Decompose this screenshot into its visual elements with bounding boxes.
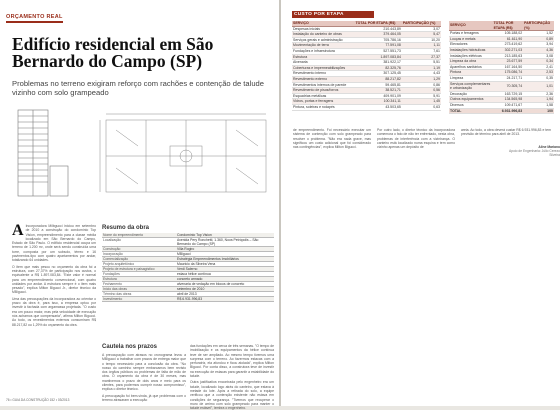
author-credit xyxy=(508,145,560,158)
cost-value-cell: 1.897.083,84 xyxy=(355,54,402,60)
body-paragraph: areia. Ao todo, a obra deverá custar R$ 6.931.996,83 e tem previsão de término para abril de 2013. xyxy=(461,128,551,137)
column-header: TOTAL POR ETAPA (R$) xyxy=(493,21,524,31)
floor-plan-drawing xyxy=(100,114,266,192)
body-paragraph: A preocupação com atrasos no cronograma levou a MBigucci a trabalhar com prazos de entrega maior que o tempo necessário para a conclusão da obra. "No nosso do caminho sempre embarcamos bem revisto dos órgãos públicos ou problemas de falta de mão de obra. O orçamento da obra é de 30 meses, mas mantivemos o prazo de dois anos e meio para os clientes, para podermos cumprir nosso compromisso", explica o diretor técnico. xyxy=(102,353,186,392)
total-value: 6.931.996,83 xyxy=(493,108,524,114)
building-elevation-drawing xyxy=(18,110,68,196)
section-tag: ORÇAMENTO REAL xyxy=(6,14,63,23)
cost-value-cell: 88.217,82 xyxy=(355,76,402,82)
summary-value: setembro de 2010 xyxy=(176,287,274,292)
service-cell: Revestimento externo xyxy=(292,76,355,82)
summary-label: Estrutura xyxy=(102,277,176,282)
cost-value-cell: 210.443,89 xyxy=(355,26,402,32)
summary-box-title: Resumo da obra xyxy=(102,225,150,231)
service-cell: Serviços gerais e administração xyxy=(292,37,355,43)
summary-value: abril de 2013 xyxy=(176,292,274,297)
total-label: TOTAL xyxy=(449,108,493,114)
cost-value-cell: 409.901,09 xyxy=(355,93,402,99)
share-cell: 1,11 xyxy=(402,43,441,49)
summary-label: Projeto de estrutura e paisagístico xyxy=(102,267,176,272)
summary-value: alvenaria de vedação em blocos de concreto xyxy=(176,282,274,287)
service-cell: Serviços complementares e urbanização xyxy=(449,81,493,91)
author-role: Apoio de Engenharia: Júlio Cerezo Silveira xyxy=(509,149,560,158)
service-cell: Instalações hidráulicas xyxy=(449,47,493,53)
service-cell: Movimentação de terra xyxy=(292,43,355,49)
summary-value: Villa Rogiro xyxy=(176,247,274,252)
share-cell: 0,89 xyxy=(523,36,554,42)
service-cell: Instalações elétricas xyxy=(449,53,493,59)
service-cell: Aparelhos sanitários xyxy=(449,64,493,70)
service-cell: Revestimento interno xyxy=(292,71,355,77)
share-cell: 4,43 xyxy=(402,71,441,77)
column-header: PARTICIPAÇÃO (%) xyxy=(523,21,554,31)
cost-value-cell: 109.471,67 xyxy=(493,102,524,108)
cost-value-cell: 213.185,63 xyxy=(493,53,524,59)
service-cell: Fundações e infraestrutura xyxy=(292,48,355,54)
summary-label: Construção xyxy=(102,247,176,252)
cost-value-cell: 381.922,17 xyxy=(355,60,402,66)
summary-value: MBigucci xyxy=(176,252,274,257)
right-page xyxy=(281,0,560,406)
share-cell: 5,47 xyxy=(402,32,441,38)
cautela-column-1 xyxy=(102,353,186,402)
share-cell: 1,52 xyxy=(523,31,554,37)
summary-value: Avenida Pery Ronchetti, 1.360, Nova Petrópolis – São Bernardo do Campo (SP) xyxy=(176,238,274,247)
cost-value-cell: 38.521,71 xyxy=(355,88,402,94)
intro-text-column xyxy=(12,224,96,394)
cost-value-cell: 24.217,71 xyxy=(493,75,524,81)
cost-value-cell: 302.271,03 xyxy=(493,47,524,53)
cost-table-left xyxy=(292,21,441,111)
summary-row xyxy=(102,297,274,302)
cost-value-cell: 379.464,05 xyxy=(355,32,402,38)
summary-value: Verdi Salerno xyxy=(176,267,274,272)
cost-value-cell: 105.188,02 xyxy=(493,31,524,37)
summary-value: Estratégia Empreendimentos Imobiliários xyxy=(176,257,274,262)
cost-value-cell: 134.565,98 xyxy=(493,97,524,103)
service-cell: Outros equipamentos xyxy=(449,97,493,103)
share-cell: 5,51 xyxy=(402,60,441,66)
intro-paragraph: A Incorporadora Milbgucci iniciou em setembro de 2010 a construção do condomínio Top Vision, empreendimento para a classe média localizado em São Bernardo do Campo, Estado de São Paulo. O edifício residencial ocupa um terreno de 1.200 m², onde será sendo construída uma torre, composta por um subsolo, térreo e 16 pavimentos-tipo com quatro apartamentos por andar, totalizando 64 unidades. xyxy=(12,222,96,263)
share-cell: 1,94 xyxy=(523,97,554,103)
share-cell: 0,35 xyxy=(523,75,554,81)
share-cell: 0,63 xyxy=(402,104,441,110)
cost-value-cell: 43.503,65 xyxy=(355,104,402,110)
table-row xyxy=(449,81,554,91)
body-paragraph: das fundações em cerca de três semanas. "O tempo de imobilização e os equipamentos da hélice contínua teve de ser ampliado. Ao mesmo tempo tivemos uma surpresa com o terreno. Ao fazermos estacas com a perfuratriz, ela afundou e ficou atolada", explica Milton Bigucci. Por conta disso, a construtora teve de investir na execução de estacas para garantir a estabilidade do talude. xyxy=(190,344,274,379)
share-cell: 0,86 xyxy=(402,82,441,88)
body-paragraph: Por outro lado, o diretor técnico da incorporadora comemora o fato de não ter enfrentado, nesta obra, problemas de interferência com a vizinhança. O canteiro está localizado numa esquina e tem como vizinho apenas um depósito de xyxy=(377,128,455,150)
summary-value: Condomínio Top Vision xyxy=(176,233,274,238)
share-cell: 1,58 xyxy=(523,102,554,108)
cost-value-cell: 82.325,76 xyxy=(355,65,402,71)
summary-table xyxy=(102,233,274,302)
share-cell: 2,41 xyxy=(523,64,554,70)
column-header: PARTICIPAÇÃO (%) xyxy=(402,21,441,26)
body-paragraph: Outra justificativa encontrada pelo engenheiro era um talude, localizado logo atrás do canteiro, que estava à metade do lote. Após a retirada do solo, a equipe verificou que a contenção existente não estava em condições de segurança. "Tivemos que recuperar o muro de arrimo com solo grampeado para manter o talude estável", lembra o engenheiro. xyxy=(190,380,274,410)
summary-label: Fundações xyxy=(102,272,176,277)
share-cell: 1,01 xyxy=(523,81,554,91)
cost-value-cell: 163.729,15 xyxy=(493,91,524,97)
share-cell: 27,37 xyxy=(402,54,441,60)
share-cell: 1,19 xyxy=(402,65,441,71)
body-paragraph: de empreendimento. Foi necessário executar um sistema de contenção com solo grampeado para resolver o problema. "Não era nada grave, mas significou um custo adicional que foi considerado nas contingências", explica Milton Bigucci. xyxy=(293,128,371,150)
service-cell: Decoração xyxy=(449,91,493,97)
share-cell: 4,36 xyxy=(523,47,554,53)
summary-label: Início das obras xyxy=(102,287,176,292)
body-paragraph: A preocupação foi bem-vinda, já que problemas com o terreno atrasaram a execução xyxy=(102,393,186,402)
service-cell: Pintura, soleiras e rodapés xyxy=(292,104,355,110)
summary-label: Nome do empreendimento xyxy=(102,233,176,238)
service-cell: Alvenaria xyxy=(292,60,355,66)
service-cell: Esquadrias metálicas xyxy=(292,93,355,99)
total-share: 100 xyxy=(523,108,554,114)
cautela-column-2 xyxy=(190,344,274,410)
right-text-column-2 xyxy=(377,128,455,168)
cost-value-cell: 527.551,73 xyxy=(355,48,402,54)
service-cell: Despesas iniciais xyxy=(292,26,355,32)
service-cell: Limpeza da obra xyxy=(449,59,493,65)
summary-value: R$ 6.931.996,83 xyxy=(176,297,274,302)
column-header: SERVIÇO xyxy=(449,21,493,31)
summary-label: Localização xyxy=(102,238,176,247)
summary-value: concreto armado xyxy=(176,277,274,282)
cost-value-cell: 77.591,08 xyxy=(355,43,402,49)
cost-value-cell: 307.125,45 xyxy=(355,71,402,77)
summary-value: estaca hélice contínua xyxy=(176,272,274,277)
cost-section-title: CUSTO POR ETAPA xyxy=(294,12,344,17)
column-header: SERVIÇO xyxy=(292,21,355,26)
cost-value-cell: 70.305,74 xyxy=(493,81,524,91)
service-cell: Louças e metais xyxy=(449,36,493,42)
cost-value-cell: 175.086,74 xyxy=(493,70,524,76)
cost-value-cell: 100.341,11 xyxy=(355,99,402,105)
share-cell: 2,36 xyxy=(523,91,554,97)
total-row xyxy=(449,108,554,114)
service-cell: Estrutura xyxy=(292,54,355,60)
share-cell: 3,08 xyxy=(523,53,554,59)
service-cell: Revestimentos internos de parede xyxy=(292,82,355,88)
cost-value-cell: 59.465,81 xyxy=(355,82,402,88)
service-cell: Pintura xyxy=(449,70,493,76)
intro-paragraph: O item que mais pesou no orçamento da obra foi a estrutura, com 27,37% de participação nos custos, o equivalente a R$ 1.897.083,84. "Este valor é normal para um empreendimento convencional, com quatro unidades por andar. A estrutura sempre é o item mais pesado", explica Milton Bigucci Jr., diretor técnico da MBigucci. xyxy=(12,264,96,295)
cost-value-cell: 23.677,59 xyxy=(493,59,524,65)
summary-row xyxy=(102,238,274,247)
share-cell: 10,20 xyxy=(402,37,441,43)
service-cell: Instalação do canteiro de obras xyxy=(292,32,355,38)
share-cell: 1,29 xyxy=(402,76,441,82)
cost-value-cell: 167.164,50 xyxy=(493,64,524,70)
cost-value-cell: 705.786,16 xyxy=(355,37,402,43)
share-cell: 3,07 xyxy=(402,26,441,32)
column-header: TOTAL POR ETAPA (R$) xyxy=(355,21,402,26)
service-cell: Limpeza xyxy=(449,75,493,81)
share-cell: 1,45 xyxy=(402,99,441,105)
summary-label: Término das obras xyxy=(102,292,176,297)
drop-cap: A xyxy=(12,222,24,239)
service-cell: Vidros, portas e ferragens xyxy=(292,99,355,105)
table-row xyxy=(292,104,441,110)
article-title: Edifício residencial em São Bernardo do Campo (SP) xyxy=(12,34,214,71)
service-cell: Coberturas e impermeabilizações xyxy=(292,65,355,71)
cost-value-cell: 273.419,62 xyxy=(493,42,524,48)
summary-label: Investimento xyxy=(102,297,176,302)
page-folio: 76 • GUIA DA CONSTRUÇÃO 152 • 03/2013 xyxy=(6,398,70,402)
cost-value-cell: 61.611,90 xyxy=(493,36,524,42)
right-text-column-3 xyxy=(461,128,551,142)
article-lead: Problemas no terreno exigiram reforço com rachões e contenção de talude vizinho com solo grampeado xyxy=(12,79,264,97)
share-cell: 0,56 xyxy=(402,88,441,94)
summary-label: Fechamento xyxy=(102,282,176,287)
share-cell: 5,91 xyxy=(402,93,441,99)
service-cell: Diversos xyxy=(449,102,493,108)
summary-label: Comercialização xyxy=(102,257,176,262)
share-cell: 0,34 xyxy=(523,59,554,65)
share-cell: 3,94 xyxy=(523,42,554,48)
summary-label: Incorporação xyxy=(102,252,176,257)
cost-table-right xyxy=(449,21,554,114)
share-cell: 7,61 xyxy=(402,48,441,54)
summary-label: Projeto arquitetônico xyxy=(102,262,176,267)
building-plans-illustration xyxy=(10,106,274,198)
service-cell: Elevadores xyxy=(449,42,493,48)
author-name: Aline Mariano xyxy=(538,145,560,149)
service-cell: Revestimento de pisos/forros xyxy=(292,88,355,94)
section-subtitle: Cautela nos prazos xyxy=(102,344,158,350)
share-cell: 2,53 xyxy=(523,70,554,76)
intro-paragraph: Uma das preocupações da incorporadora ao orientar o prazo da obra é, para isso, a empresa optou por investir à fachada com argamassa projetada. "O custo era um pouco maior, mas pela velocidade de execução nós achamos que compensaria", afirma Milton Bigucci. Ao todo, os revestimentos externos consumiram R$ 88.217,82 ou 1,29% do orçamento da obra. xyxy=(12,296,96,327)
summary-value: Mauricio da Silveira Vena xyxy=(176,262,274,267)
service-cell: Portas e ferragens xyxy=(449,31,493,37)
right-text-column-1 xyxy=(293,128,371,168)
